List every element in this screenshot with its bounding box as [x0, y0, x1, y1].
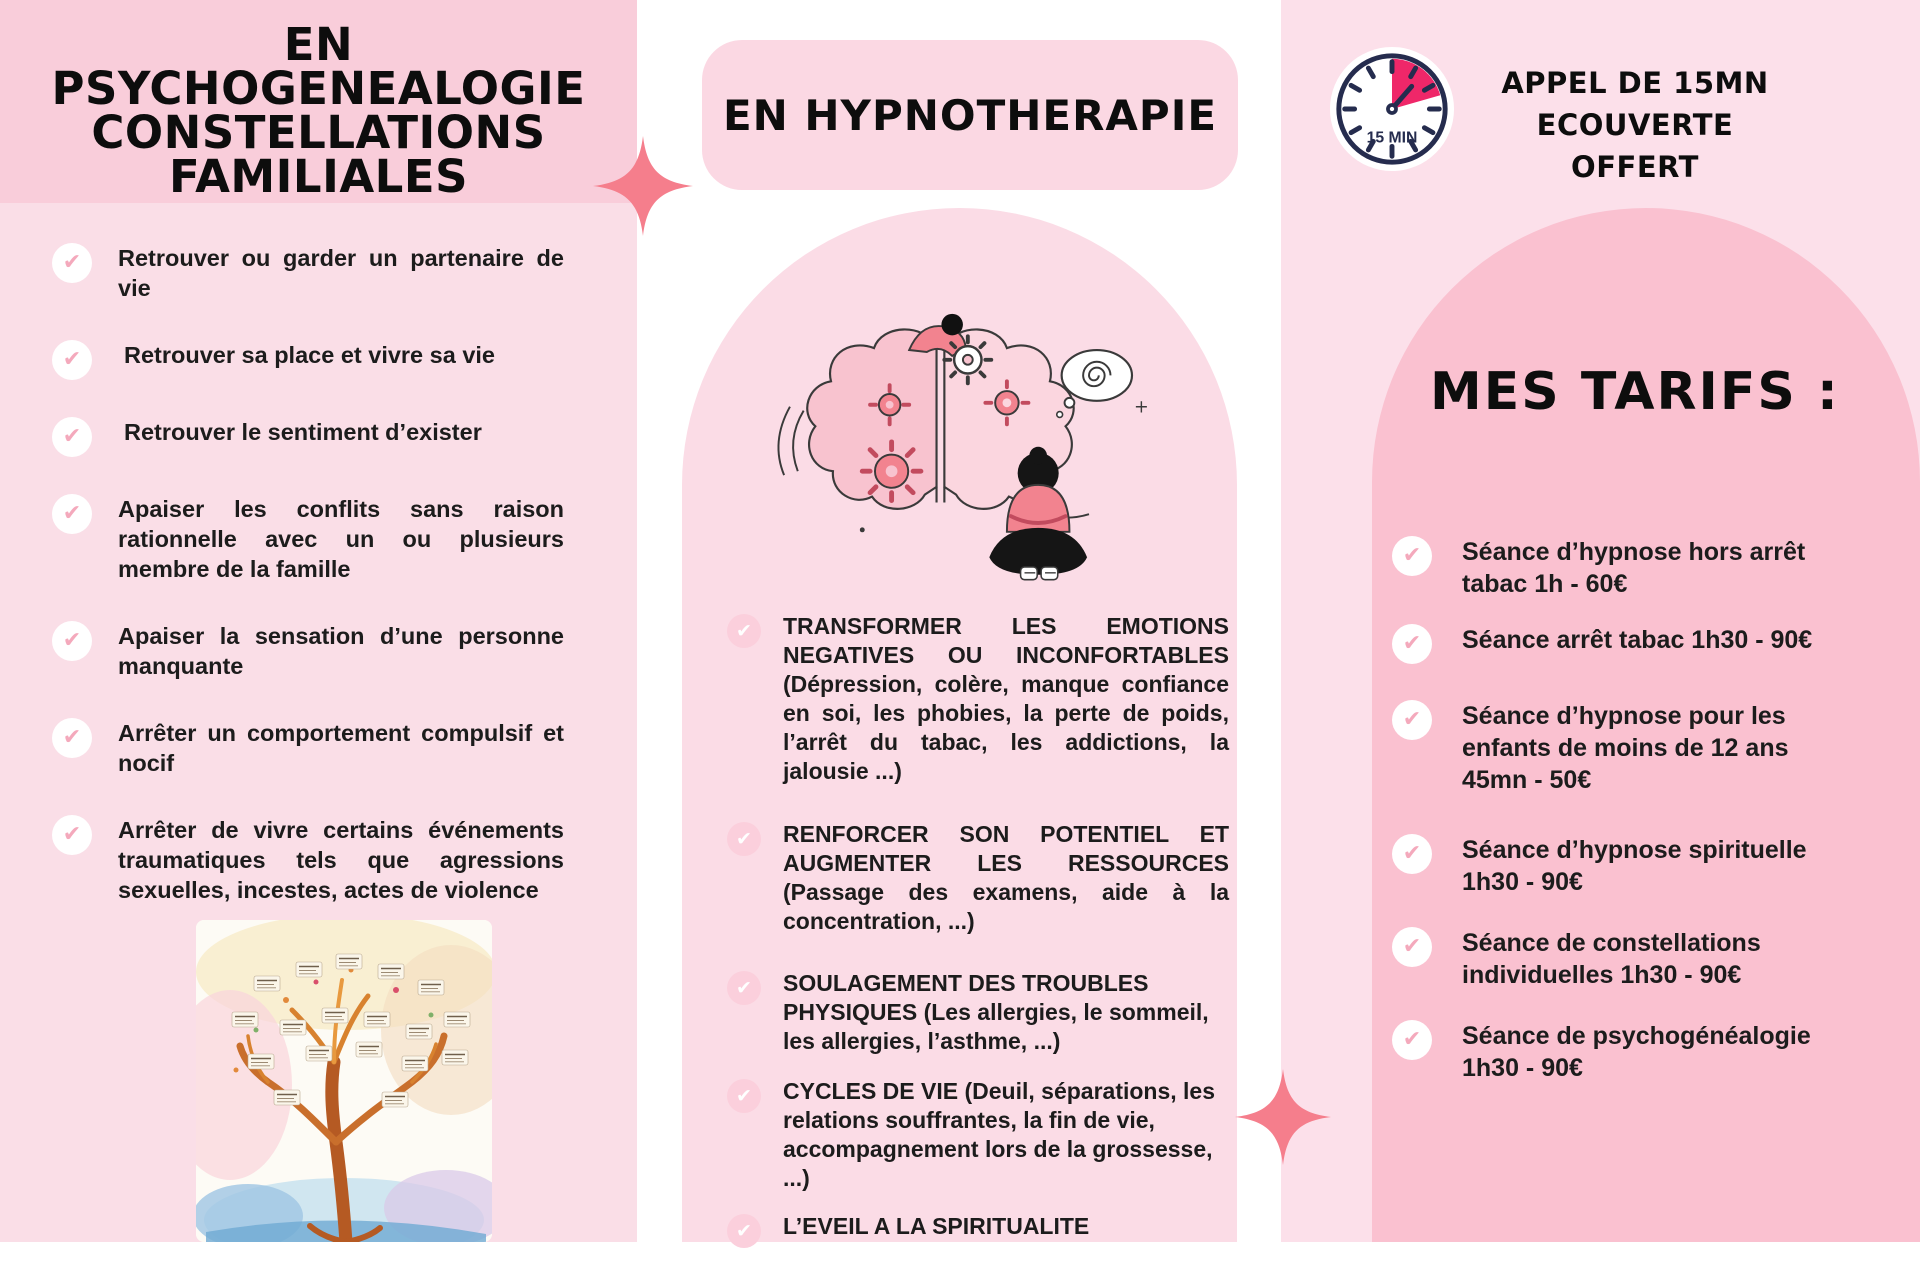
service-text: L’EVEIL A LA SPIRITUALITE	[783, 1213, 1090, 1239]
check-icon: ✔	[52, 621, 92, 661]
benefit-text: Arrêter un comportement compulsif et nocif	[118, 720, 564, 776]
middle-title: EN HYPNOTHERAPIE	[722, 90, 1218, 140]
check-icon: ✔	[727, 971, 761, 1005]
tariff-item	[1392, 536, 1832, 600]
tariff-item	[1392, 834, 1832, 898]
free-call-offer	[1470, 62, 1800, 188]
benefit-text: Arrêter de vivre certains événements traumatiques tels que agressions sexuelles, incestes, actes de violence	[118, 817, 564, 903]
tariff-item	[1392, 1020, 1832, 1084]
check-icon: ✔	[52, 815, 92, 855]
left-title	[51, 17, 586, 203]
check-icon: ✔	[52, 243, 92, 283]
svg-text:+: +	[1133, 397, 1149, 418]
left-title-line: EN	[283, 17, 354, 71]
sparkle-icon	[593, 136, 693, 236]
check-icon: ✔	[52, 340, 92, 380]
check-icon: ✔	[52, 417, 92, 457]
benefit-item	[52, 243, 564, 303]
tariff-text: Séance arrêt tabac 1h30 - 90€	[1462, 626, 1813, 654]
check-icon: ✔	[1392, 700, 1432, 740]
tariffs-list	[1392, 536, 1832, 1113]
check-icon: ✔	[727, 1214, 761, 1248]
benefit-item	[52, 340, 564, 380]
benefit-item	[52, 417, 564, 457]
check-icon: ✔	[52, 718, 92, 758]
psychogenealogy-panel	[0, 0, 637, 1242]
tariff-item	[1392, 700, 1832, 796]
service-item	[727, 1212, 1229, 1248]
benefit-text: Apaiser les conflits sans raison rationnelle avec un ou plusieurs membre de la famille	[118, 496, 564, 582]
service-item	[727, 969, 1229, 1056]
benefit-item	[52, 494, 564, 584]
hypnotherapy-brain-illustration	[745, 282, 1175, 592]
service-text: CYCLES DE VIE (Deuil, séparations, les relations souffrantes, la fin de vie, accompagnement lors de la grossesse, ...)	[783, 1078, 1216, 1191]
check-icon: ✔	[1392, 536, 1432, 576]
service-item	[727, 1077, 1229, 1193]
check-icon: ✔	[727, 822, 761, 856]
tariff-text: Séance de constellations individuelles 1h30 - 90€	[1462, 929, 1761, 989]
check-icon: ✔	[52, 494, 92, 534]
benefits-list	[52, 243, 564, 942]
family-tree-illustration	[196, 920, 492, 1242]
benefit-text: Retrouver sa place et vivre sa vie	[124, 342, 495, 368]
service-text: RENFORCER SON POTENTIEL ET AUGMENTER LES RESSOURCES (Passage des examens, aide à la concentration, ...)	[783, 821, 1229, 934]
check-icon: ✔	[727, 1079, 761, 1113]
check-icon: ✔	[1392, 927, 1432, 967]
service-item	[727, 612, 1229, 786]
benefit-text: Retrouver ou garder un partenaire de vie	[118, 245, 564, 301]
benefit-item	[52, 718, 564, 778]
service-item	[727, 820, 1229, 936]
check-icon: ✔	[1392, 624, 1432, 664]
hypnotherapy-title-card	[702, 40, 1238, 190]
left-title-line: FAMILIALES	[169, 149, 468, 203]
timer-15min-icon	[1328, 45, 1456, 173]
tariff-item	[1392, 624, 1832, 664]
benefit-text: Retrouver le sentiment d’exister	[124, 419, 482, 445]
left-title-line: CONSTELLATIONS	[91, 105, 546, 159]
sparkle-icon	[1235, 1069, 1331, 1165]
benefit-item	[52, 815, 564, 905]
offer-line: APPEL DE 15MN	[1501, 66, 1769, 100]
service-text: TRANSFORMER LES EMOTIONS NEGATIVES OU INCONFORTABLES (Dépression, colère, manque confiance en soi, les phobies, la perte de poids, l’arrêt du tabac, les addictions, la jalousie ...)	[783, 613, 1229, 784]
offer-line: ECOUVERTE OFFERT	[1536, 108, 1734, 184]
check-icon: ✔	[727, 614, 761, 648]
check-icon: ✔	[1392, 1020, 1432, 1060]
benefit-item	[52, 621, 564, 681]
hypnotherapy-list	[727, 612, 1229, 1278]
tariff-text: Séance de psychogénéalogie 1h30 - 90€	[1462, 1022, 1811, 1082]
left-title-line: PSYCHOGENEALOGIE	[51, 61, 586, 115]
service-text: SOULAGEMENT DES TROUBLES PHYSIQUES (Les allergies, le sommeil, les allergies, l’asthme, ...)	[783, 970, 1209, 1054]
tariff-item	[1392, 927, 1832, 991]
benefit-text: Apaiser la sensation d’une personne manquante	[118, 623, 564, 679]
tariffs-title: MES TARIFS :	[1430, 362, 1840, 422]
tariff-text: Séance d’hypnose spirituelle 1h30 - 90€	[1462, 836, 1807, 896]
tariff-text: Séance d’hypnose pour les enfants de moins de 12 ans 45mn - 50€	[1462, 702, 1789, 794]
tariff-text: Séance d’hypnose hors arrêt tabac 1h - 60€	[1462, 538, 1806, 598]
clock-label: 15 MIN	[1366, 129, 1418, 147]
check-icon: ✔	[1392, 834, 1432, 874]
psychogenealogy-header	[0, 0, 637, 203]
